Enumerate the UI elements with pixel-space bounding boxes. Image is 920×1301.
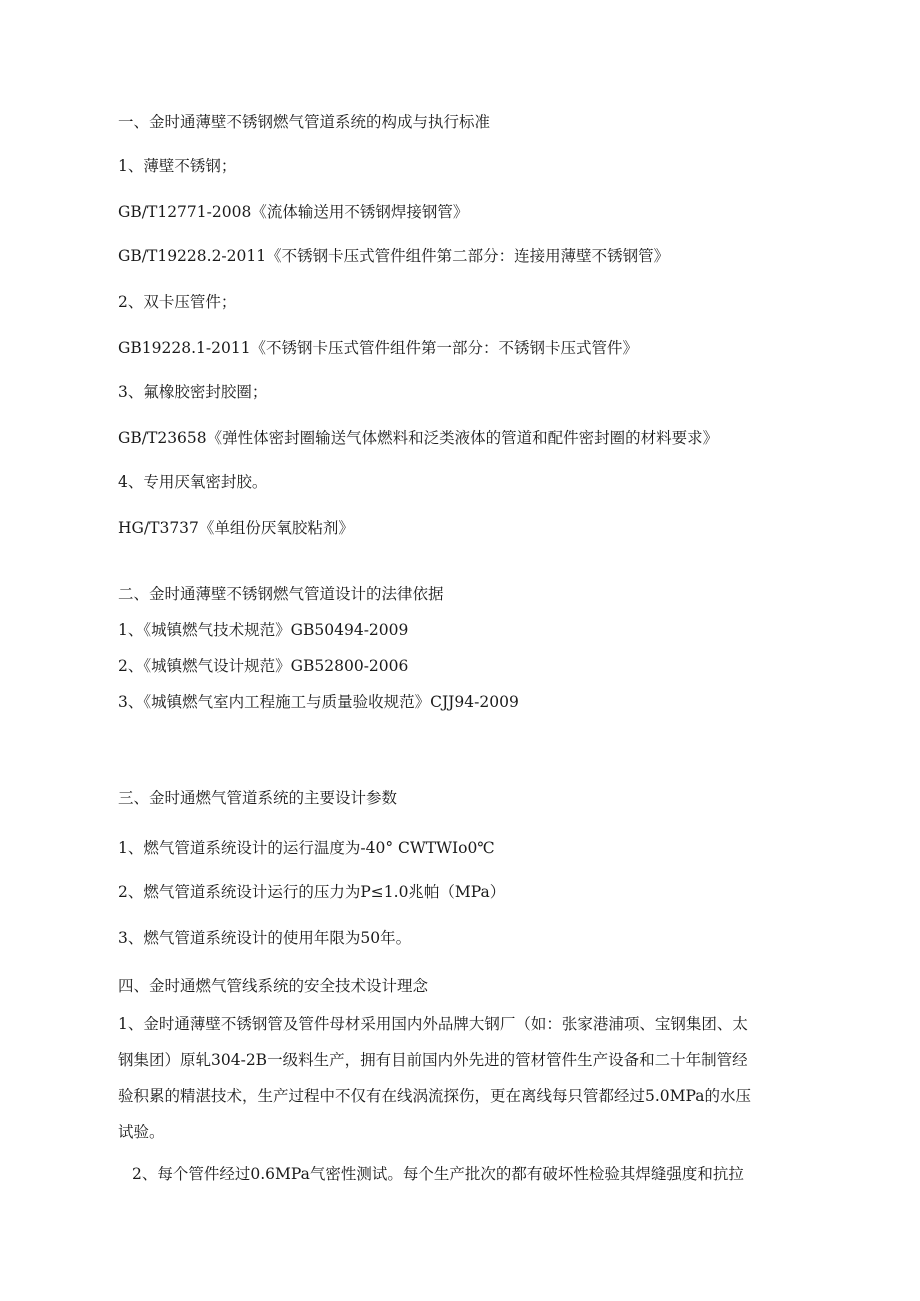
list-item: 1、《城镇燃气技术规范》GB50494-2009 (118, 621, 409, 639)
list-item: GB/T12771-2008《流体输送用不锈钢焊接钢管》 (118, 203, 469, 221)
list-item: 4、专用厌氧密封胶。 (118, 473, 268, 491)
list-item: 3、氟橡胶密封胶圈； (118, 383, 268, 401)
section3-heading: 三、金时通燃气管道系统的主要设计参数 (118, 789, 398, 807)
section1-heading: 一、金时通薄壁不锈钢燃气管道系统的构成与执行标准 (118, 113, 491, 131)
paragraph-line: 2、每个管件经过0.6MPa气密性测试。每个生产批次的都有破坏性检验其焊缝强度和抗拉 (132, 1165, 744, 1183)
list-item: 2、《城镇燃气设计规范》GB52800-2006 (118, 657, 409, 675)
list-item: 2、双卡压管件； (118, 293, 237, 311)
paragraph-line: 验积累的精湛技术，生产过程中不仅有在线涡流探伤，更在离线每只管都经过5.0MPa的水压 (118, 1087, 751, 1105)
paragraph-line: 试验。 (118, 1123, 165, 1141)
paragraph-line: 1、金时通薄壁不锈钢管及管件母材采用国内外品牌大钢厂（如：张家港浦项、宝钢集团、太 (118, 1015, 748, 1033)
list-item: 1、燃气管道系统设计的运行温度为-40° CWTWIo0℃ (118, 839, 495, 857)
list-item: 2、燃气管道系统设计运行的压力为P≤1.0兆帕（MPa） (118, 883, 506, 901)
list-item: GB19228.1-2011《不锈钢卡压式管件组件第一部分：不锈钢卡压式管件》 (118, 339, 639, 357)
section2-heading: 二、金时通薄壁不锈钢燃气管道设计的法律依据 (118, 585, 444, 603)
list-item: 3、《城镇燃气室内工程施工与质量验收规范》CJJ94-2009 (118, 693, 519, 711)
list-item: 3、燃气管道系统设计的使用年限为50年。 (118, 929, 412, 947)
list-item: GB/T23658《弹性体密封圈输送气体燃料和泛类液体的管道和配件密封圈的材料要求》 (118, 429, 719, 447)
list-item: 1、薄壁不锈钢； (118, 157, 237, 175)
list-item: HG/T3737《单组份厌氧胶粘剂》 (118, 519, 354, 537)
section4-heading: 四、金时通燃气管线系统的安全技术设计理念 (118, 977, 429, 995)
paragraph-line: 钢集团）原轧304-2B一级料生产，拥有目前国内外先进的管材管件生产设备和二十年制管经 (118, 1051, 748, 1069)
list-item: GB/T19228.2-2011《不锈钢卡压式管件组件第二部分：连接用薄壁不锈钢管》 (118, 247, 670, 265)
